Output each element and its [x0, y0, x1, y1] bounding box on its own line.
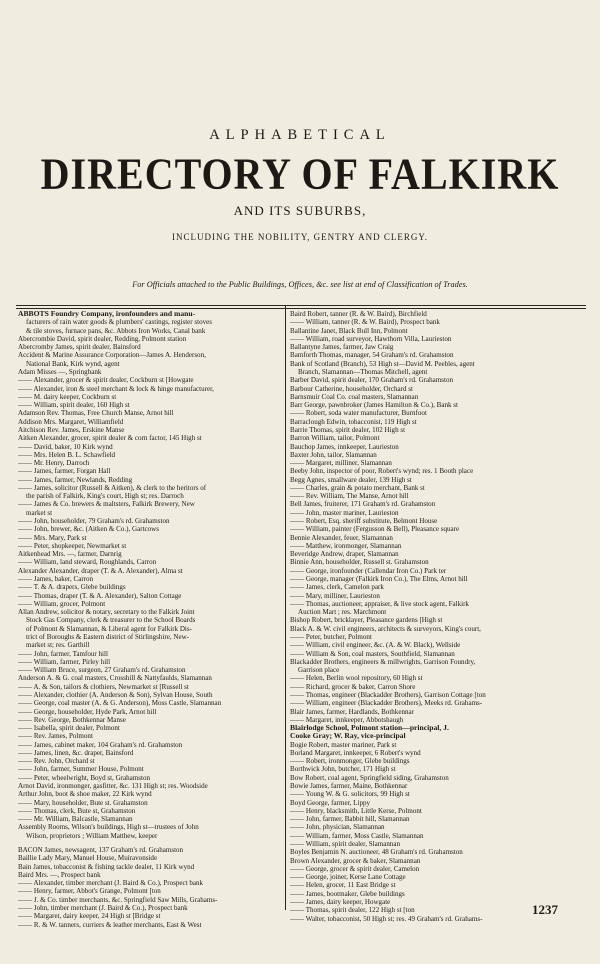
alphabetical-heading: ALPHABETICAL [209, 127, 391, 143]
directory-entry: —— Margaret, innkeeper, Abbotshaugh [290, 715, 404, 724]
directory-entry: —— George, householder, Hyde Park, Arnot hill [18, 707, 157, 716]
directory-entry: —— Peter, butcher, Polmont [290, 632, 372, 641]
directory-entry: —— William, tanner (R. & W. Baird), Prospect bank [290, 318, 440, 327]
directory-entry: Begg Agnes, smallware dealer, 139 High st [290, 475, 412, 484]
page-number: 1237 [532, 902, 558, 917]
directory-entry: —— Margaret, dairy keeper, 24 High st [Bridge st [18, 912, 161, 921]
directory-entry: Aitchison Rev. James, Erskine Manse [18, 425, 125, 434]
directory-entry: —— Mrs. Mary, Park st [18, 533, 87, 542]
directory-entry: —— Isabella, spirit dealer, Polmont [18, 724, 120, 733]
directory-entry: —— Peter, wheelwright, Boyd st, Grahamston [18, 773, 151, 782]
directory-entry: —— Rev. George, Bothkennar Manse [18, 715, 126, 724]
directory-entry: —— Helen, grocer, 11 East Bridge st [290, 881, 396, 890]
directory-entry: —— Richard, grocer & baker, Carron Shore [290, 682, 416, 691]
directory-entry: —— Rev. James, Polmont [18, 732, 93, 741]
directory-entry: Anderson A. & G. coal masters, Crosshill & Nattyfaulds, Slamannan [18, 674, 212, 683]
directory-entry: Stock Gas Company, clerk & treasurer to the School Boards [26, 616, 196, 625]
directory-entry: —— Alexander, iron & steel merchant & lock & hinge manufacturer, [18, 384, 214, 393]
directory-entry: Bell James, fruiterer, 171 Graham's rd. Grahamston [290, 500, 436, 509]
directory-entry: Bennie Alexander, feuer, Slamannan [290, 533, 393, 542]
directory-entry: market st [26, 508, 53, 517]
directory-entry: —— James, clerk, Camelon park [290, 583, 384, 592]
directory-entry: BACON James, newsagent, 137 Graham's rd. Grahamston [18, 846, 184, 854]
directory-entry: —— James, baker, Carron [18, 575, 94, 583]
directory-entry: —— William, road surveyor, Hawthorn Villa, Laurieston [290, 334, 452, 343]
directory-entry: Boyles Benjamin N. auctioneer, 48 Graham's rd. Grahamston [290, 848, 463, 857]
directory-entry: Bamforth Thomas, manager, 54 Graham's rd. Grahamston [290, 351, 454, 360]
directory-entry: —— Mary, milliner, Laurieston [290, 591, 380, 600]
directory-entry: —— M. dairy keeper, Cockburn st [18, 392, 117, 401]
directory-entry: Bank of Scotland (Branch), 53 High st—David M. Peebles, agent [290, 359, 475, 368]
directory-entry: Assembly Rooms, Wilson's buildings, High st—trustees of John [18, 823, 199, 832]
page-title: DIRECTORY OF FALKIRK [40, 148, 560, 199]
directory-entry: Bogie Robert, master mariner, Park st [290, 740, 397, 749]
directory-entry: —— James, bootmaker, Glebe buildings [290, 889, 405, 898]
directory-entry: —— Walter, tobacconist, 50 High st; res. 49 Graham's rd. Grahams- [290, 914, 483, 923]
directory-entry: —— George, ironfounder (Callendar Iron Co.) Park ter [290, 566, 447, 575]
directory-entry: Branch, Slamannan—Thomas Mitchell, agent [298, 367, 428, 376]
directory-entry: —— Alexander, clothier (A. Anderson & Son), Sylvan House, South [18, 690, 213, 699]
directory-entry: Baxter John, tailor, Slamannan [290, 450, 377, 459]
directory-entry: —— William, civil engineer, &c. (A. & W. Black), Wellside [290, 641, 461, 650]
directory-entry: —— George, coal master (A. & G. Anderson), Moss Castle, Slamannan [18, 699, 222, 708]
directory-entry: —— James, solicitor (Russell & Aitken), & clerk to the heritors of [18, 483, 207, 492]
directory-entry: Bow Robert, coal agent, Springfield siding, Grahamston [290, 773, 449, 782]
directory-entry: —— William, painter (Fergusson & Bell), Pleasance square [290, 525, 460, 534]
directory-entry: —— George, joiner, Kerse Lane Cottage [290, 873, 406, 882]
top-rule-2 [16, 308, 586, 309]
directory-entry: Wilson, proprietors ; William Matthew, keeper [26, 831, 158, 840]
directory-entry: Barbour Catherine, householder, Orchard st [290, 384, 414, 393]
officials-note: For Officials attached to the Public Buildings, Offices, &c. see list at end of Classification of Trades. [132, 280, 468, 289]
directory-entry: —— William, grocer, Polmont [18, 599, 106, 608]
directory-entry: Aitkenhead Mrs. —, farmer, Darnrig [18, 550, 122, 559]
directory-entry: —— James, farmer, Forgan Hall [18, 467, 111, 476]
directory-entry: Ballantyne James, farmer, Jaw Craig [290, 343, 394, 352]
directory-entry: Auction Mart ; res. Marchmont [298, 608, 387, 617]
directory-entry: —— Rev. John, Orchard st [18, 757, 95, 766]
directory-entry: Barraclough Edwin, tobacconist, 119 High st [290, 417, 417, 426]
directory-entry: —— Thomas, engineer (Blackadder Brothers), Garrison Cottage [ton [290, 690, 486, 699]
directory-entry: —— William, land steward, Roughlands, Carron [18, 558, 157, 567]
directory-entry: —— Robert, ironmonger, Glebe buildings [290, 757, 410, 766]
directory-entry: Barber David, spirit dealer, 170 Graham's rd. Grahamston [290, 376, 454, 385]
directory-entry: Beveridge Andrew, draper, Slamannan [290, 550, 399, 559]
directory-entry: Addison Mrs. Margaret, Williamfield [18, 417, 124, 426]
directory-entry: Bishop Robert, bricklayer, Pleasance gardens [High st [290, 616, 443, 625]
directory-entry: —— William, farmer, Pirley hill [18, 657, 111, 666]
directory-entry: —— John, householder, 79 Graham's rd. Grahamston [18, 517, 170, 526]
directory-entry: Ballantine Janet, Black Bull Inn, Polmont [290, 326, 408, 335]
directory-entry: —— Thomas, spirit dealer, 122 High st [ton [290, 906, 415, 915]
directory-entry: —— A. & Son, tailors & clothiers, Newmarket st [Russell st [18, 682, 189, 691]
directory-entry: —— John, brewer, &c. (Aitken & Co.), Gartcows [18, 525, 160, 534]
directory-entry: Arnot David, ironmonger, gasfitter, &c. 131 High st; res. Woodside [18, 782, 208, 791]
directory-entry: Bauchop James, innkeeper, Laurieston [290, 442, 399, 451]
directory-entry: market st; res. Garthill [26, 641, 90, 650]
directory-entry: Barnsmuir Coal Co. coal masters, Slamannan [290, 392, 419, 401]
directory-entry: Baird Mrs. —, Prospect bank [18, 870, 101, 879]
directory-entry: Black A. & W. civil engineers, architects & surveyors, King's court, [290, 624, 481, 633]
directory-entry: —— Thomas, auctioneer, appraiser, & live stock agent, Falkirk [290, 599, 469, 608]
directory-entry: Beeby John, inspector of poor, Robert's wynd; res. 1 Booth place [290, 467, 474, 476]
directory-entry: the parish of Falkirk, King's court, High st; res. Darroch [26, 492, 184, 501]
directory-entry: facturers of rain water goods & plumbers' castings, register stoves [26, 318, 213, 327]
directory-entry: —— Mary, householder, Bute st. Grahamston [18, 798, 148, 807]
directory-entry: Barrie Thomas, spirit dealer, 102 High st [290, 425, 406, 434]
directory-entry: —— John, timber merchant (J. Baird & Co.), Prospect bank [18, 903, 188, 912]
directory-entry: Barr George, pawnbroker (James Hamilton & Co.), Bank st [290, 401, 458, 410]
directory-entry: —— John, farmer, Babbit hill, Slamannan [290, 815, 410, 824]
directory-entry: —— Alexander, grocer & spirit dealer, Cockburn st [Howgate [18, 376, 194, 385]
directory-entry: —— Young W. & G. solicitors, 99 High st [290, 790, 410, 799]
directory-entry: Blair James, farmer, Hardlands, Bothkennar [290, 707, 414, 716]
directory-entry: Baird Robert, tanner (R. & W. Baird), Birchfield [290, 310, 427, 318]
directory-entry: & tile stoves, furnace pans, &c. Abbots Iron Works, Canal bank [26, 326, 206, 335]
top-rule [16, 305, 586, 306]
page-subtitle: AND ITS SUBURBS, [233, 203, 367, 218]
directory-entry: Alexander Alexander, draper (T. & A. Alexander), Alma st [18, 566, 183, 575]
directory-entry: —— John, farmer, Summer House, Polmont [18, 765, 144, 774]
directory-entry: —— Mr. William, Balcastle, Slamannan [18, 815, 133, 824]
directory-entry: —— James, dairy keeper, Howgate [290, 897, 391, 906]
directory-entry: Aitken Alexander, grocer, spirit dealer & corn factor, 145 High st [18, 434, 202, 443]
directory-entry: —— Thomas, clerk, Bute st, Grahamston [18, 806, 136, 815]
directory-entry: —— Mrs. Helen B. L. Schawfield [18, 450, 116, 459]
directory-entry: —— William Bruce, surgeon, 27 Graham's rd. Grahamston [18, 666, 186, 675]
directory-entry: Cooke Gray; W. Ray, vice-principal [290, 732, 406, 741]
directory-entry: Garrison place [298, 666, 340, 675]
directory-entry: —— James, cabinet maker, 104 Graham's rd. Grahamston [18, 740, 183, 749]
directory-entry: —— Robert, Esq. sheriff substitute, Belmont House [290, 517, 438, 526]
directory-column-left [18, 310, 288, 929]
directory-entry: Accident & Marine Assurance Corporation—James A. Henderson, [18, 351, 206, 360]
directory-entry: National Bank, Kirk wynd, agent [26, 359, 120, 368]
directory-entry: Borland Margaret, innkeeper, 6 Robert's wynd [290, 748, 421, 757]
directory-entry: Blairlodge School, Polmont station—principal, J. [290, 724, 449, 733]
directory-entry: —— Henry, blacksmith, Little Kerse, Polmont [290, 806, 422, 815]
directory-entry: —— James & Co. brewers & maltsters, Falkirk Brewery, New [18, 500, 195, 509]
directory-entry: —— J. & Co. timber merchants, &c. Springfield Saw Mills, Grahams- [18, 895, 218, 904]
directory-entry: —— George, grocer & spirit dealer, Camelon [290, 864, 420, 873]
directory-entry: Bowie James, farmer, Maine, Bothkennar [290, 782, 408, 791]
directory-entry: Barron William, tailor, Polmont [290, 434, 380, 443]
directory-entry: —— James, farmer, Newlands, Redding [18, 475, 133, 484]
directory-entry: —— Alexander, timber merchant (J. Baird & Co.), Prospect bank [18, 879, 204, 888]
directory-entry: —— Peter, shopkeeper, Newmarket st [18, 541, 127, 550]
directory-entry: Boyd George, farmer, Lippy [290, 798, 371, 807]
directory-entry: —— Robert, soda water manufacturer, Burnfoot [290, 409, 427, 418]
directory-entry: —— T. & A. drapers, Glebe buildings [18, 583, 126, 592]
directory-entry: —— R. & W. tanners, curriers & leather merchants, East & West [18, 920, 202, 929]
directory-entry: Blackadder Brothers, engineers & millwrights, Garrison Foundry, [290, 657, 476, 666]
directory-entry: —— Thomas, draper (T. & A. Alexander), Salton Cottage [18, 591, 182, 600]
directory-entry: ABBOTS Foundry Company, ironfounders and manu- [18, 310, 196, 318]
directory-entry: —— Margaret, milliner, Slamannan [290, 459, 392, 468]
directory-entry: —— William & Son, coal masters, Southfield, Slamannan [290, 649, 455, 658]
directory-entry: Adam Misses —, Springbank [18, 367, 102, 376]
directory-entry: Baillie Lady Mary, Manuel House, Muiravonside [18, 854, 158, 863]
directory-entry: Abercromby James, spirit dealer, Bainsford [18, 343, 141, 352]
directory-entry: Adamson Rev. Thomas, Free Church Manse, Arnot hill [18, 409, 174, 418]
directory-entry: trict of Boroughs & Eastern district of Stirlingshire, New- [26, 632, 190, 641]
directory-entry: —— William, farmer, Moss Castle, Slamannan [290, 831, 424, 840]
directory-entry: —— John, master mariner, Laurieston [290, 508, 399, 517]
directory-entry: —— William, engineer (Blackadder Brothers), Meeks rd. Grahams- [290, 699, 483, 708]
directory-entry: —— Matthew, ironmonger, Slamannan [290, 541, 402, 550]
directory-entry: Bain James, tobacconist & fishing tackle dealer, 11 Kirk wynd [18, 862, 195, 871]
directory-entry: —— Henry, farmer, Abbot's Grange, Polmont [ton [18, 887, 161, 896]
directory-entry: —— Mr. Henry, Darroch [18, 459, 90, 468]
directory-entry: of Polmont & Slamannan, & Liberal agent for Falkirk Dis- [26, 624, 192, 633]
page-subtitle-2: INCLUDING THE NOBILITY, GENTRY AND CLERGY. [172, 232, 428, 242]
directory-entry: Binnie Ann, householder, Russell st. Grahamston [290, 558, 429, 567]
directory-entry: —— Charles, grain & potato merchant, Bank st [290, 483, 425, 492]
directory-entry: —— John, farmer, Tamfour hill [18, 649, 108, 658]
directory-entry: Brown Alexander, grocer & baker, Slamannan [290, 856, 421, 865]
directory-entry: —— Rev. William, The Manse, Arnot hill [290, 492, 409, 501]
directory-entry: Allan Andrew, solicitor & notary, secretary to the Falkirk Joint [18, 608, 195, 617]
directory-entry: —— George, manager (Falkirk Iron Co.), The Elms, Arnot hill [290, 575, 468, 583]
directory-entry: —— William, spirit dealer, 160 High st [18, 401, 130, 410]
directory-entry: —— Helen, Berlin wool repository, 60 High st [290, 674, 423, 683]
directory-entry: —— John, physician, Slamannan [290, 823, 385, 832]
directory-entry: —— William, spirit dealer, Slamannan [290, 840, 401, 848]
directory-entry: Borthwick John, butcher, 171 High st [290, 765, 396, 774]
directory-entry: Arthur John, boot & shoe maker, 22 Kirk wynd [18, 790, 152, 799]
directory-entry: —— David, baker, 10 Kirk wynd [18, 442, 113, 451]
directory-entry: —— James, linen, &c. draper, Bainsford [18, 748, 134, 757]
directory-column-right [290, 310, 582, 923]
directory-entry: Abercrombie David, spirit dealer, Redding, Polmont station [18, 334, 187, 343]
